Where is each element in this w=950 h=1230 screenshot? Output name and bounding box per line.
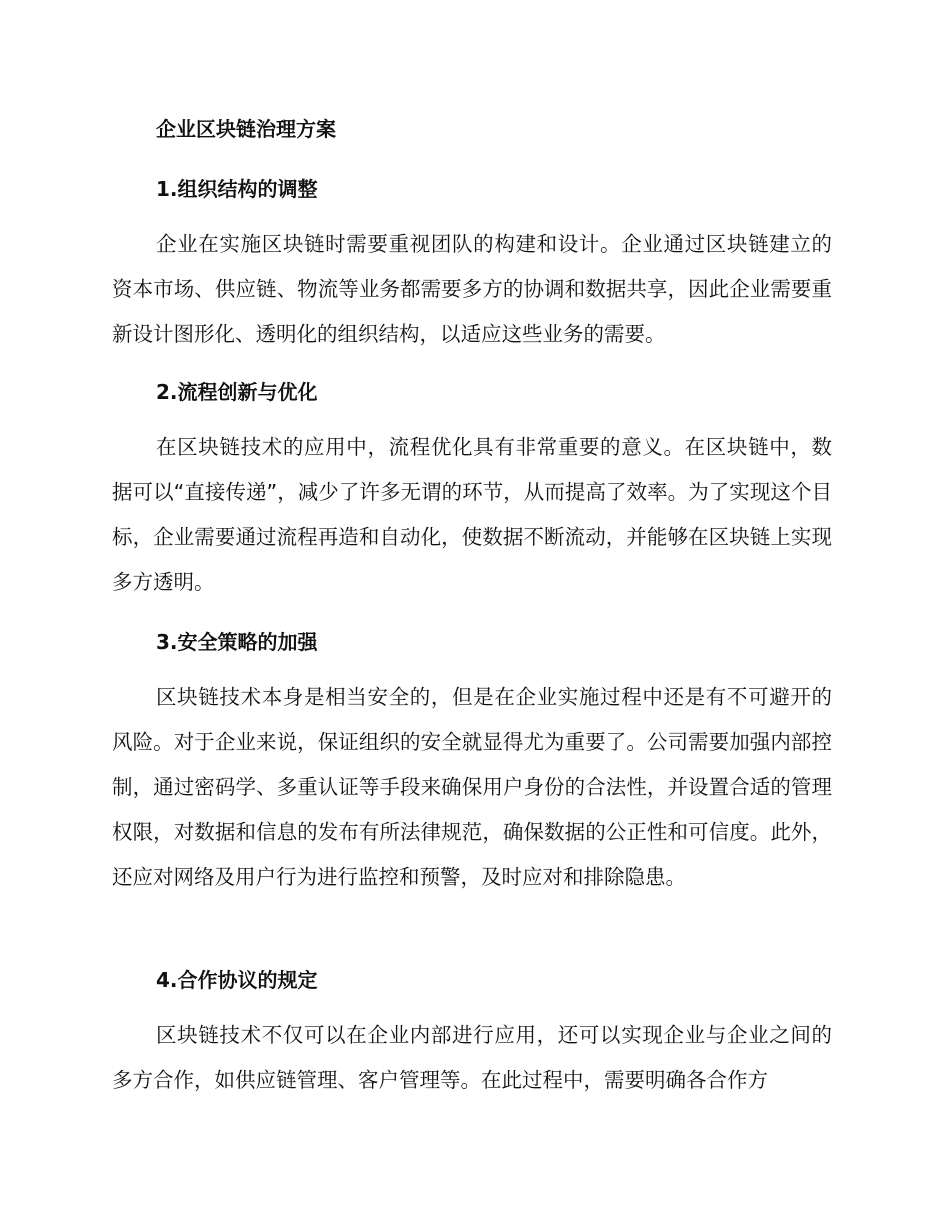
section-1-heading: 1.组织结构的调整 bbox=[156, 177, 318, 201]
section-3-heading: 3.安全策略的加强 bbox=[156, 630, 318, 654]
document-title: 企业区块链治理方案 bbox=[156, 117, 336, 141]
section-3-paragraph: 区块链技术本身是相当安全的，但是在企业实施过程中还是有不可避开的风险。对于企业来说，保证组织的安全就显得尤为重要了。公司需要加强内部控制，通过密码学、多重认证等手段来确保用户身份的合法性，并设置合适的管理权限，对数据和信息的发布有所法律规范，确保数据的公正性和可信度。此外，还应对网络及用户行为进行监控和预警，及时应对和排除隐患。 bbox=[112, 685, 832, 889]
section-2-paragraph: 在区块链技术的应用中，流程优化具有非常重要的意义。在区块链中，数据可以“直接传递”，减少了许多无谓的环节，从而提高了效率。为了实现这个目标，企业需要通过流程再造和自动化，使数据不断流动，并能够在区块链上实现多方透明。 bbox=[112, 435, 832, 594]
section-4-heading: 4.合作协议的规定 bbox=[156, 968, 318, 992]
section-1-paragraph: 企业在实施区块链时需要重视团队的构建和设计。企业通过区块链建立的资本市场、供应链、物流等业务都需要多方的协调和数据共享，因此企业需要重新设计图形化、透明化的组织结构，以适应这些业务的需要。 bbox=[112, 232, 832, 346]
section-4-paragraph: 区块链技术不仅可以在企业内部进行应用，还可以实现企业与企业之间的多方合作，如供应链管理、客户管理等。在此过程中，需要明确各合作方 bbox=[112, 1023, 832, 1092]
section-2-heading: 2.流程创新与优化 bbox=[156, 380, 318, 404]
